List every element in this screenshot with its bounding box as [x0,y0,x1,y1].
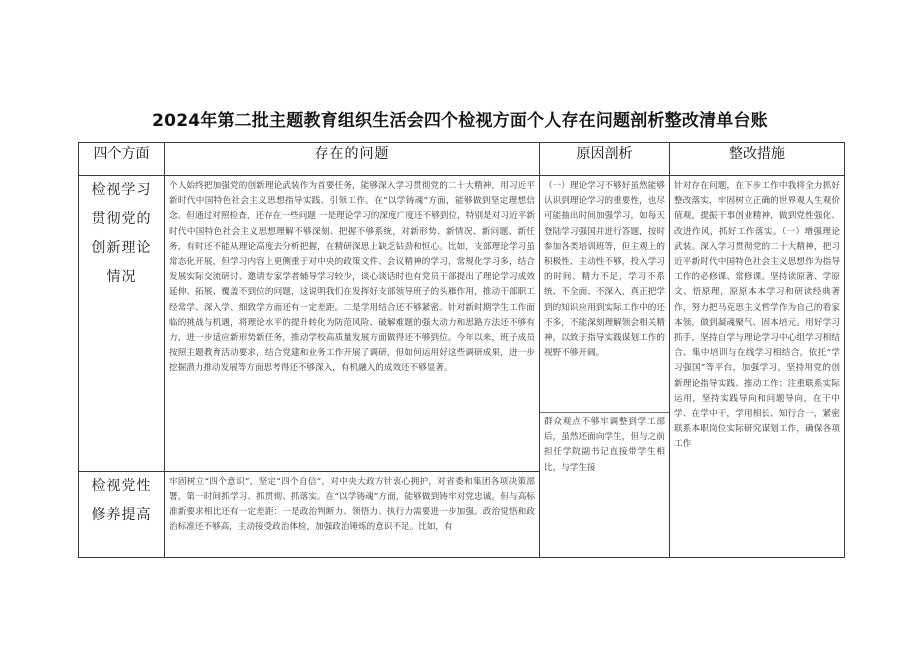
cause-text-theory-study: （一）理论学习不够好虽然能够认识到理论学习的重要性，也尽可能抽出时间加强学习，如每天登陆学习强国并进行答题，按时参加各类培训班等，但主观上的积极性、主动性不够，投入学习的时间、精力不足，学习不系统、不全面、不深入，真正把学到的知识应用到实际工作中的还不多，不能深刻理解领会相关精神，以致于指导实践谋划工作的视野不够开阔。 [544,181,665,359]
problems-text: 牢固树立“四个意识”，坚定“四个自信”，对中央大政方针衷心拥护，对省委和集团各项决策部署，第一时间抓学习、抓贯彻、抓落实。在“以学铸魂”方面，能够做到铸牢对党忠诚。但与高标准新要求相比还有一定差距：一是政治判断力、领悟力、执行力需要进一步加强。政治觉悟和政治标准还不够高，主动接受政治体检，加强政治锤炼的意识不足。比如，有 [169,476,535,533]
causes-cell [540,176,670,558]
document-title: 2024年第二批主题教育组织生活会四个检视方面个人存在问题剖析整改清单台账 [152,111,768,131]
table-row [79,176,845,472]
aspect-line: 情况 [106,269,137,285]
aspect-line: 贯彻党的 [91,211,152,227]
header-aspects: 四个方面 [79,143,165,176]
aspect-line: 修养提高 [91,506,152,523]
measures-text: 针对存在问题，在下步工作中我将全力抓好整改落实，牢固树立正确的世界观人生观价值观，提振干事创业精神，做到党性强化、改进作风，抓好工作落实。（一）增强理论武装。深入学习贯彻党的二十大精神，把习近平新时代中国特色社会主义思想作为指导工作的必修课、常修课。坚持读原著、学原文、悟原理，原原本本学习和研读经典著作，努力把马克思主义哲学作为自己的看家本领，做到凝魂聚气、固本培元。用好学习抓手，坚持自学与理论学习中心组学习相结合、集中培训与在线学习相结合，依托“学习强国”等平台，加强学习，坚持用党的创新理论指导实践、推动工作；注重联系实际运用，坚持实践导向和问题导向，在干中学、在学中干，学用相长、知行合一，紧密联系本职岗位实际研究谋划工作，确保各项工作 [674,181,840,450]
problems-text: 个人始终把加强党的创新理论武装作为首要任务，能够深入学习贯彻党的二十大精神，用习近平新时代中国特色社会主义思想指导实践、引领工作。在“以学铸魂”方面，能够做到坚定理想信念。但通过对照检查，还存在一些问题 一是理论学习的深度广度还不够到位，特别是对习近平新时代中国特色社会主义思想理解不够深刻、把握不够系统，对新形势、新情况、新问题、新任务，有时还不能从理论高度去分析把握，在精研深思上缺乏钻劲和恒心。比如，支部理论学习虽常态化开展，但学习内容上更侧重于对中央的政策文件、会议精神的学习，常规化学习多，结合发展实际交流研讨、邀请专家学者辅导学习较少，谈心谈话时也有党员干部提出了理论学习成效延伸、拓展、覆盖不到位的问题，这说明我们在发挥好支部领导班子的头雁作用，推动干部职工经常学、深入学、细致学方面还有一定差距。二是学用结合还不够紧密。针对新时期学生工作面临的挑战与机遇，将理论水平的提升转化为防范风险、破解难题的强大动力和思路方法还不够有力，进一步适应新形势新任务，推动学校高质量发展方面做得还不够到位。今年以来，班子成员按照主题教育活动要求，结合党建和业务工作开展了调研，但如何运用好这些调研成果，进一步挖掘潜力推动发展等方面思考得还不够深入，有机融入的成效还不够显著。 [169,181,535,374]
measures-cell [670,176,845,558]
aspect-line: 创新理论 [91,240,152,256]
header-measures: 整改措施 [670,143,845,176]
problems-cell [165,176,540,472]
problems-cell [165,471,540,557]
aspect-label-study-theory [79,176,165,472]
cause-text-mass-perspective: 群众观点不够牢调整到学工部后，虽然还面向学生，但与之前担任学院副书记直接带学生相比，与学生接 [540,412,669,557]
aspect-line: 检视党性 [91,477,152,494]
header-problems: 存在的问题 [165,143,540,176]
header-row [79,143,845,176]
aspect-label-party-spirit [79,471,165,557]
rectification-ledger-table [78,142,845,558]
aspect-line: 检视学习 [91,182,152,198]
header-causes: 原因剖析 [540,143,670,176]
